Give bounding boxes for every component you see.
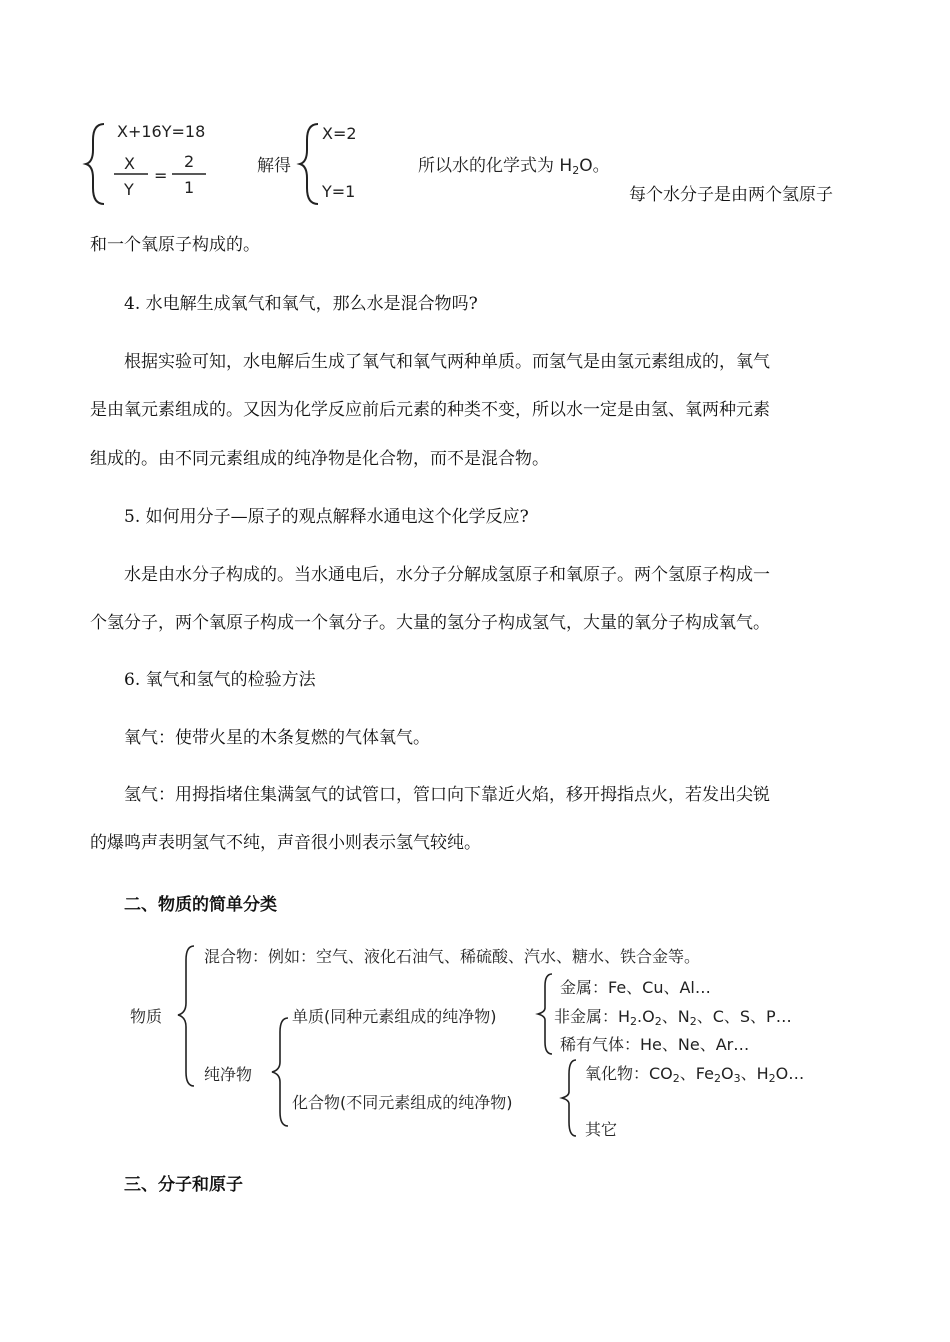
answer-4-line-1: 根据实验可知，水电解后生成了氧气和氧气两种单质。而氢气是由氢元素组成的，氧气: [124, 352, 770, 372]
tree-other: 其它: [585, 1120, 618, 1139]
solution-y: Y=1: [322, 182, 356, 201]
formula-conclusion: 所以水的化学式为 $H_2O$。: [418, 156, 610, 177]
answer-6-hydrogen-line-2: 的爆鸣声表明氢气不纯，声音很小则表示氢气较纯。: [90, 833, 481, 853]
paragraph-water-molecule-2: 和一个氧原子构成的。: [90, 235, 260, 255]
tree-noble-gas: 稀有气体：He、Ne、Ar…: [560, 1035, 750, 1054]
fraction-left-denominator: Y: [124, 180, 134, 199]
solution-x: X=2: [322, 124, 357, 143]
question-5: 5. 如何用分子—原子的观点解释水通电这个化学反应?: [124, 507, 529, 527]
paragraph-water-molecule-1: 每个水分子是由两个氢原子: [629, 185, 833, 205]
section-heading-molecules-atoms: 三、分子和原子: [124, 1175, 243, 1195]
answer-5-line-2: 个氢分子，两个氧原子构成一个氧分子。大量的氢分子构成氢气，大量的氧分子构成氧气。: [90, 613, 770, 633]
tree-brace-pure: [272, 1018, 288, 1126]
answer-4-line-3: 组成的。由不同元素组成的纯净物是化合物，而不是混合物。: [90, 449, 549, 469]
equation-line-1: X+16Y=18: [117, 122, 206, 141]
tree-root-substance: 物质: [130, 1007, 163, 1026]
fraction-left-numerator: X: [124, 154, 135, 173]
tree-oxide: 氧化物：$CO_2$、$Fe_2O_3$、$H_2O\dots$: [585, 1064, 805, 1085]
tree-brace-element: [538, 974, 552, 1054]
answer-5-line-1: 水是由水分子构成的。当水通电后，水分子分解成氢原子和氧原子。两个氢原子构成一: [124, 565, 770, 585]
tree-nonmetal: 非金属：$H_2.O_2$、$N_2$、C、S、P…: [554, 1007, 792, 1028]
answer-6-hydrogen-line-1: 氢气：用拇指堵住集满氢气的试管口，管口向下靠近火焰，移开拇指点火，若发出尖锐: [124, 785, 770, 805]
solve-label: 解得: [257, 156, 291, 176]
answer-4-line-2: 是由氧元素组成的。又因为化学反应前后元素的种类不变，所以水一定是由氢、氧两种元素: [90, 400, 770, 420]
question-6: 6. 氧气和氢气的检验方法: [124, 670, 316, 690]
fraction-right-numerator: 2: [184, 152, 195, 171]
section-heading-classification: 二、物质的简单分类: [124, 895, 277, 915]
fraction-right-denominator: 1: [184, 178, 195, 197]
fraction-equals: =: [154, 166, 168, 185]
question-4: 4. 水电解生成氧气和氧气，那么水是混合物吗?: [124, 294, 478, 314]
tree-metal: 金属：Fe、Cu、Al…: [560, 978, 711, 997]
tree-compound: 化合物(不同元素组成的纯净物): [292, 1093, 513, 1112]
tree-element: 单质(同种元素组成的纯净物): [292, 1007, 497, 1026]
tree-brace-compound: [562, 1060, 576, 1136]
solution-brace: [300, 124, 318, 204]
tree-pure-substance: 纯净物: [204, 1065, 253, 1084]
tree-brace-root: [178, 946, 194, 1086]
tree-mixture: 混合物：例如：空气、液化石油气、稀硫酸、汽水、糖水、铁合金等。: [204, 947, 701, 966]
answer-6-oxygen: 氧气：使带火星的木条复燃的气体氧气。: [124, 728, 430, 748]
equation-brace: [86, 124, 104, 204]
